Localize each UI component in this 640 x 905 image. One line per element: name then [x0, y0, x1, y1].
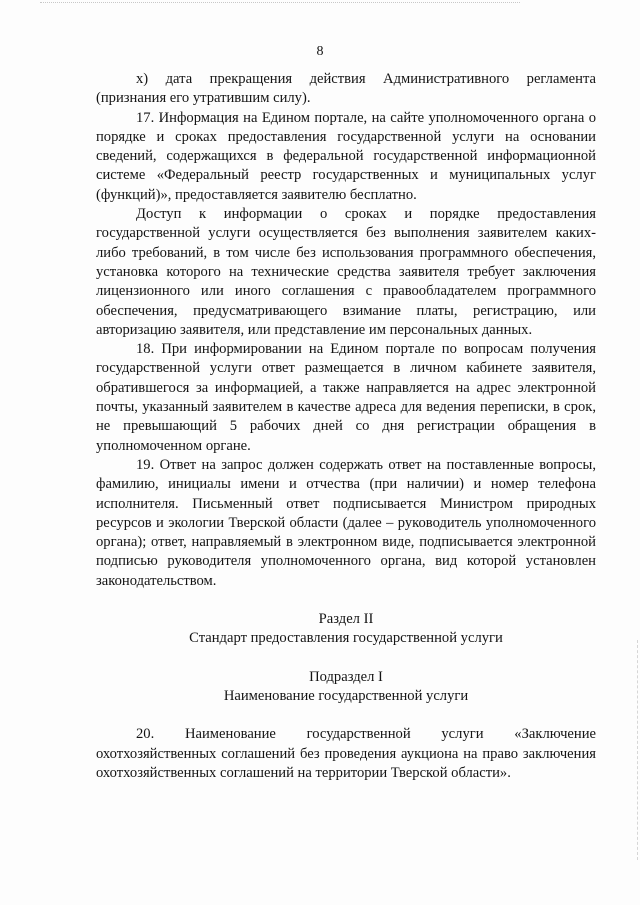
section-label: Раздел II [318, 611, 374, 628]
page-number: 8 [316, 44, 324, 59]
subsection-label: Подраздел I [309, 668, 383, 685]
spacer [96, 591, 596, 610]
section-title: Стандарт предоставления государственной услуги [189, 630, 503, 647]
spacer [96, 649, 596, 668]
document-body [96, 70, 596, 783]
paragraph-item-x: х) дата прекращения действия Административного регламента (признания его утратившим силу). [96, 71, 596, 107]
paragraph-18: 18. При информировании на Едином портале по вопросам получения государственной услуги ответ размещается в личном кабинете заявителя, обратившегося за информацией, а также направляется на адрес электронной почты, указанный заявителем в качестве адреса для ведения переписки, в срок, не превышающий 5 рабочих дней со дня регистрации обращения в уполномоченном органе. [96, 341, 596, 454]
paragraph-19: 19. Ответ на запрос должен содержать ответ на поставленные вопросы, фамилию, инициалы имени и отчества (при наличии) и номер телефона исполнителя. Письменный ответ подписывается Министром природных ресурсов и экологии Тверской области (далее – руководитель уполномоченного органа); ответ, направляемый в электронном виде, подписывается электронной подписью руководителя уполномоченного органа, вид которой установлен законодательством. [96, 456, 596, 589]
scan-artifact-line [40, 2, 520, 7]
paragraph-20: 20. Наименование государственной услуги «Заключение охотхозяйственных соглашений без проведения аукциона на право заключения охотхозяйственных соглашений на территории Тверской области». [96, 726, 596, 781]
paragraph-access-info: Доступ к информации о сроках и порядке предоставления государственной услуги осуществляется без выполнения заявителем каких-либо требований, в том числе без использования программного обеспечения, установка которого на технические средства заявителя требует заключения лицензионного или иного соглашения с правообладателем программного обеспечения, предусматривающего взимание платы, регистрацию, или авторизацию заявителя, или представление им персональных данных. [96, 206, 596, 338]
paragraph-17: 17. Информация на Едином портале, на сайте уполномоченного органа о порядке и сроках предоставления государственной услуги на основании сведений, содержащихся в федеральной государственной информационной системе «Федеральный реестр государственных и муниципальных услуг (функций)», предоставляется заявителю бесплатно. [96, 109, 596, 203]
scan-edge-artifact [634, 640, 638, 860]
spacer [96, 706, 596, 725]
subsection-title: Наименование государственной услуги [223, 687, 469, 704]
